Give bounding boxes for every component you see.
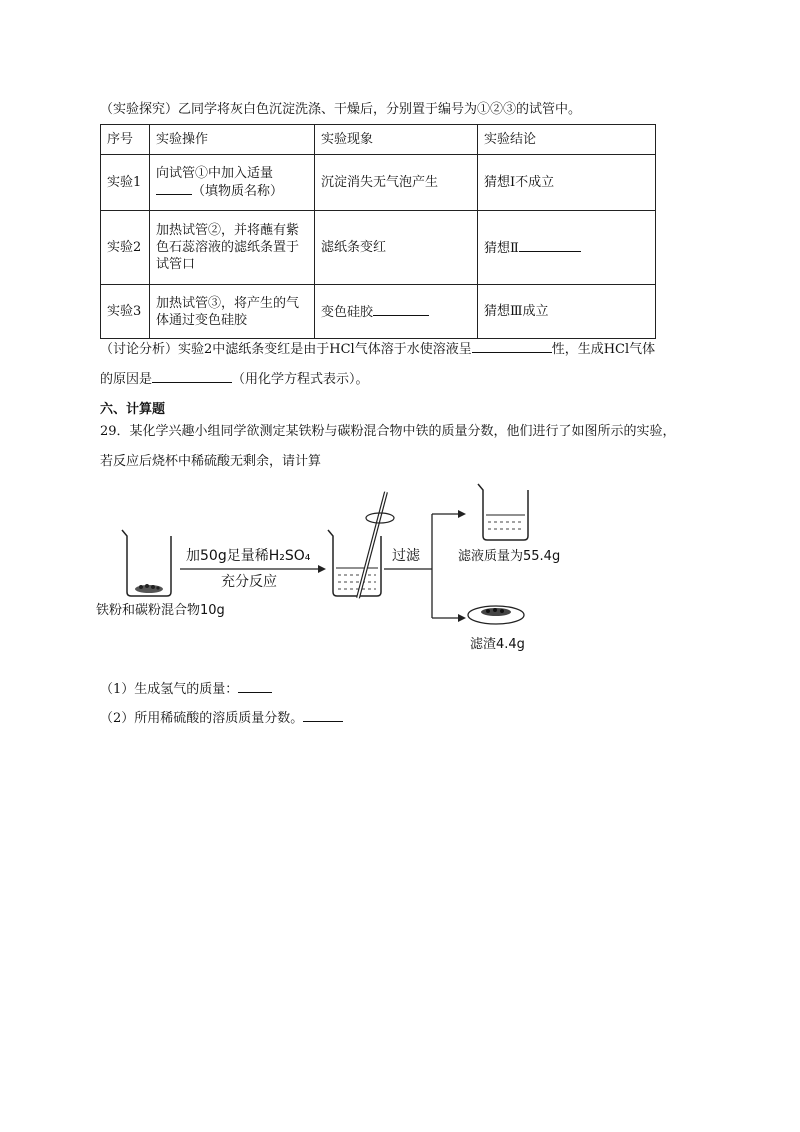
- row-conclusion: 猜想Ⅲ成立: [478, 285, 656, 339]
- problem-line-1: 29．某化学兴趣小组同学欲测定某铁粉与碳粉混合物中铁的质量分数，他们进行了如图所示的实验，: [100, 424, 676, 439]
- row-phenomenon: 沉淀消失无气泡产生: [315, 155, 478, 211]
- answer-blank[interactable]: [152, 370, 232, 383]
- discussion-text: 的原因是: [100, 372, 153, 387]
- row-operation: [150, 155, 315, 211]
- answer-blank[interactable]: [519, 239, 581, 252]
- answer-blank[interactable]: [303, 709, 343, 722]
- question-1: [100, 678, 272, 697]
- row-operation: 加热试管②，并将蘸有紫色石蕊溶液的滤纸条置于试管口: [150, 211, 315, 285]
- phenomenon-text: 变色硅胶: [321, 304, 374, 320]
- discussion-line-1: [100, 338, 655, 357]
- problem-line-2: 若反应后烧杯中稀硫酸无剩余，请计算: [100, 454, 322, 469]
- beaker-reaction: [328, 492, 394, 598]
- arrow-bottom-label: 充分反应: [221, 574, 277, 590]
- residue-label: 滤渣4.4g: [470, 637, 525, 652]
- arrow-filter: [384, 510, 466, 622]
- beaker-mixture: [122, 530, 171, 596]
- mixture-label: 铁粉和碳粉混合物10g: [96, 603, 225, 618]
- table-row: [101, 285, 656, 339]
- answer-blank[interactable]: [156, 182, 192, 195]
- row-phenomenon: [315, 285, 478, 339]
- operation-line: （填物质名称）: [192, 184, 284, 199]
- table-row: [101, 155, 656, 211]
- question-text: （1）生成氢气的质量：: [100, 682, 239, 697]
- answer-blank[interactable]: [373, 303, 429, 316]
- table-header-row: [101, 125, 656, 155]
- answer-blank[interactable]: [472, 340, 552, 353]
- discussion-text: （讨论分析）实验2中滤纸条变红是由于HCl气体溶于水使溶液呈: [100, 342, 472, 357]
- row-id: 实验2: [101, 211, 150, 285]
- residue-dish: [468, 606, 524, 624]
- question-text: （2）所用稀硫酸的溶质质量分数。: [100, 711, 304, 726]
- section-title: 六、计算题: [100, 402, 166, 417]
- header-cell: 实验结论: [478, 125, 656, 155]
- discussion-text: 性，生成HCl气体: [551, 342, 656, 357]
- row-phenomenon: 滤纸条变红: [315, 211, 478, 285]
- question-2: [100, 707, 343, 726]
- row-operation: 加热试管③，将产生的气体通过变色硅胶: [150, 285, 315, 339]
- answer-blank[interactable]: [238, 680, 272, 693]
- row-conclusion: [478, 211, 656, 285]
- conclusion-text: 猜想Ⅱ: [484, 240, 519, 256]
- row-id: 实验3: [101, 285, 150, 339]
- arrow-top-label: 加50g足量稀H₂SO₄: [186, 548, 311, 564]
- header-cell: 序号: [101, 125, 150, 155]
- table-row: [101, 211, 656, 285]
- experiment-diagram: [0, 480, 800, 660]
- filter-label: 过滤: [392, 548, 420, 564]
- experiment-table: [100, 124, 656, 339]
- intro-text: （实验探究）乙同学将灰白色沉淀洗涤、干燥后，分别置于编号为①②③的试管中。: [100, 102, 582, 117]
- discussion-line-2: [100, 368, 369, 387]
- header-cell: 实验操作: [150, 125, 315, 155]
- filtrate-label: 滤液质量为55.4g: [458, 549, 561, 564]
- discussion-text: （用化学方程式表示）。: [232, 372, 369, 387]
- row-id: 实验1: [101, 155, 150, 211]
- beaker-filtrate: [478, 484, 528, 540]
- arrow-add-acid: [180, 565, 326, 573]
- row-conclusion: 猜想Ⅰ不成立: [478, 155, 656, 211]
- header-cell: 实验现象: [315, 125, 478, 155]
- operation-line: 向试管①中加入适量: [156, 166, 274, 181]
